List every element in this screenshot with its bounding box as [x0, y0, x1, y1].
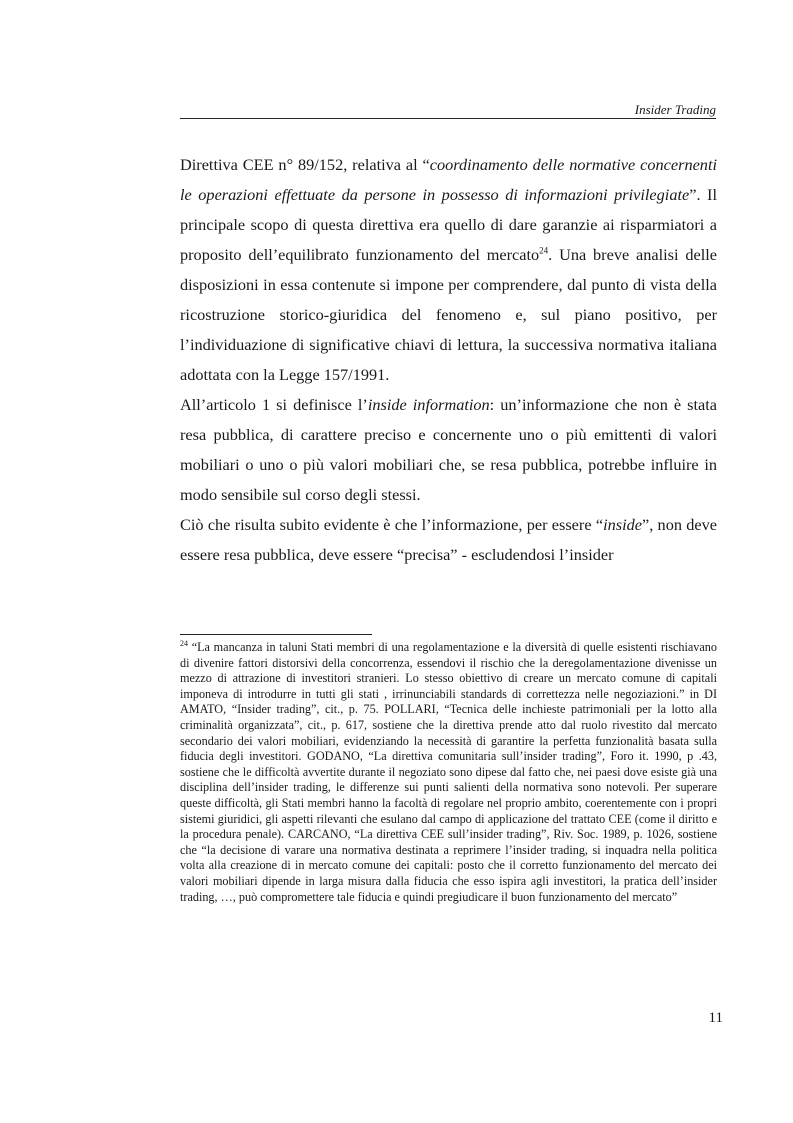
footnote-text: “La mancanza in taluni Stati membri di una regolamentazione e la diversità di quelle esistenti rischiavano di divenire fattori distorsivi della concorrenza, essendovi il rischio che la deregolamentazione divenisse un mezzo di attrazione di investitori stranieri. Lo stesso obiettivo di creare un mercato comune di capitali imponeva di introdurre in tutti gli stati , irrinunciabili standards di correttezza nelle negoziazioni.” in DI AMATO, “Insider trading”, cit., p. 75. POLLARI, “Tecnica delle inchieste patrimoniali per la lotto alla criminalità organizzata”, cit., p. 617, sostiene che la direttiva prende atto dal ruolo rivestito dal mercato secondario dei valori mobiliari, evidenziando la necessità di garantire la perfetta funzionalità basata sulla fiducia degli investitori. GODANO, “La direttiva comunitaria sull’insider trading”, Foro it. 1990, p .43, sostiene che le difficoltà avvertite durante il negoziato sono dipese dal fatto che, nei paesi dove esiste già una disciplina dell’insider trading, le differenze sui punti salienti della normativa sono notevoli. Per superare queste difficoltà, gli Stati membri hanno la facoltà di regolare nel proprio ambito, coerentemente con i propri sistemi giuridici, gli aspetti rilevanti che esulano dal campo di applicazione del trattato CEE (come il diritto e la procedura penale). CARCANO, “La direttiva CEE sull’insider trading”, Riv. Soc. 1989, p. 1026, sostiene che “la decisione di varare una normativa destinata a reprimere l’insider trading, si inquadra nella politica volta alla creazione di in mercato comune dei capitali: posto che il corretto funzionamento del mercato dei valori mobiliari dipende in larga misura dalla fiducia che esso ispira agli investitori, la pratica dell’insider trading, …, può compromettere tale fiducia e quindi pregiudicare il buon funzionamento del mercato”: [180, 640, 717, 904]
running-header-title: Insider Trading: [634, 102, 716, 117]
body-paragraph-3: [180, 510, 717, 570]
p1-text-d: . Una breve analisi delle disposizioni in essa contenute si impone per comprendere, dal punto di vista della ricostruzione storico-giuridica del fenomeno e, sul piano positivo, per l’individuazione di significative chiavi di lettura, la successiva normativa italiana adottata con la Legge 157/1991.: [180, 245, 717, 384]
p2-text-a: All’articolo 1 si definisce l’: [180, 395, 368, 414]
p1-italic-quote: coordinamento delle normative concernenti le operazioni effettuate da persone in possesso di informazioni privilegiate: [180, 155, 717, 204]
footnote-reference[interactable]: 24: [539, 245, 549, 256]
p3-italic-term: inside: [603, 515, 642, 534]
p2-italic-term: inside information: [367, 395, 490, 414]
p3-text-c: ”, non deve essere resa pubblica, deve essere “precisa” - escludendosi l’insider: [180, 515, 717, 564]
page-number: 11: [708, 1010, 723, 1026]
body-paragraph-1: [180, 150, 717, 390]
footnote-number: 24: [180, 638, 188, 648]
p1-text-a: Direttiva CEE n° 89/152, relativa al “: [180, 155, 430, 174]
p1-text-c: ”. Il principale scopo di questa direttiva era quello di dare garanzie ai risparmiatori a proposito dell’equilibrato funzionamento del mercato: [180, 185, 717, 264]
footnote-separator: [180, 634, 372, 635]
p3-text-a: Ciò che risulta subito evidente è che l’informazione, per essere “: [180, 515, 604, 534]
main-body-text: [180, 150, 717, 570]
header-rule: [180, 118, 716, 119]
body-paragraph-2: [180, 390, 717, 510]
footnote-24: [180, 640, 717, 905]
p2-text-c: : un’informazione che non è stata resa pubblica, di carattere preciso e concernente uno o più emittenti di valori mobiliari o uno o più valori mobiliari che, se resa pubblica, potrebbe influire in modo sensibile sul corso degli stessi.: [180, 395, 717, 504]
